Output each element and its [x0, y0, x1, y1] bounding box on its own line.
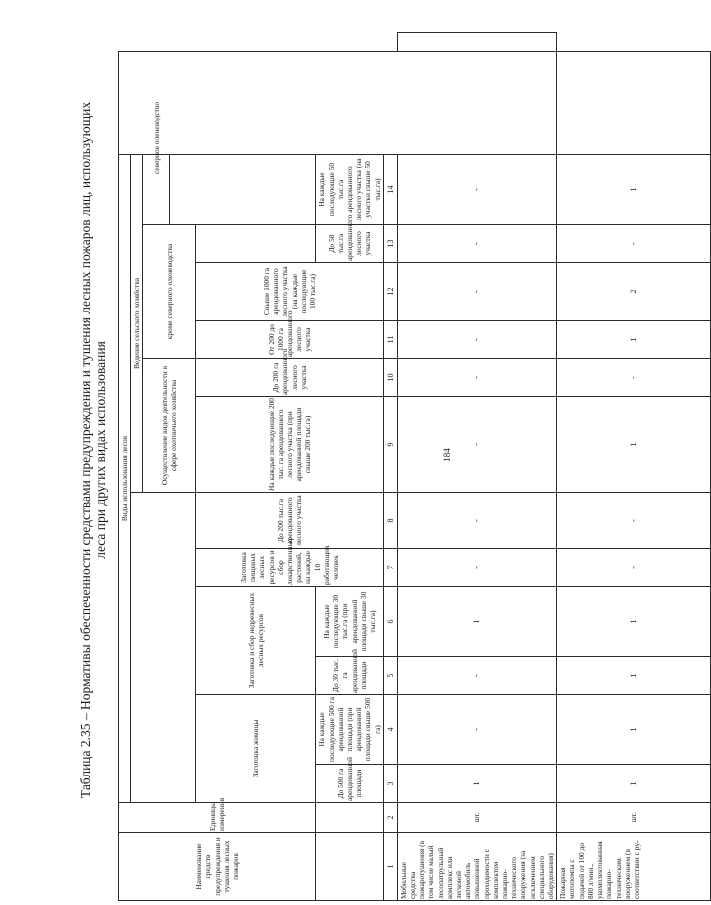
header-resin: Заготовка живицы — [196, 695, 316, 803]
cell: - — [397, 695, 556, 765]
header-food: Заготовка пищевых лесных ресурсов и сбор лекарственных растений, на каждые 10 работающих человек — [196, 549, 383, 587]
column-number: 14 — [383, 154, 397, 224]
blank-cell — [557, 51, 711, 154]
header-hunting-a: До 200 тыс.га арендованного лесного участка — [196, 493, 383, 549]
header-unit: Единицы измерения — [119, 803, 316, 833]
cell: 2 — [557, 263, 711, 321]
header-agri-b: От 200 до 1000 га арендованного лесного участка — [196, 321, 383, 359]
cell: - — [397, 549, 556, 587]
row-name: Мобильные средства пожаротушения (в том числе малый лесопатрульный комплекс или легковой автомобиль повышенной проходимости с комплектом пожарно-технического вооружения (за исключением специального оборудования) — [397, 833, 556, 901]
column-number: 9 — [383, 397, 397, 493]
column-number: 1 — [383, 833, 397, 901]
table-row — [397, 33, 556, 901]
column-number: 12 — [383, 263, 397, 321]
table-row — [557, 33, 711, 901]
header-name: Наименование средств предупреждения и тушения лесных пожаров — [119, 833, 316, 901]
page-number: 184 — [442, 448, 452, 462]
column-number: 3 — [383, 765, 397, 803]
header-nonwood-b: На каждые последующие 30 тыс.га (при арендованной площади свыше 30 тыс.га) — [316, 587, 383, 657]
cell: - — [397, 657, 556, 695]
cell: - — [557, 549, 711, 587]
column-number: 7 — [383, 549, 397, 587]
cell: - — [557, 359, 711, 397]
cell: 1 — [557, 397, 711, 493]
row-unit: шт. — [397, 803, 556, 833]
column-number: 4 — [383, 695, 397, 765]
row-name: Пожарная мотопомпа с подачей от 100 до 800 л/мин., укомплектованная пожарно-техническим вооружением (в соответствии с ру- — [557, 833, 711, 901]
cell: 1 — [397, 587, 556, 657]
header-agri-except: кроме северного оленеводства — [143, 225, 196, 359]
blank-cell — [397, 33, 556, 52]
row-unit: шт. — [557, 803, 711, 833]
header-nonwood: Заготовка и сбор недревесных лесных ресурсов — [196, 587, 316, 695]
cell: - — [397, 321, 556, 359]
cell: 1 — [557, 657, 711, 695]
header-agri-c: Свыше 1000 га арендованного лесного участка (на каждые последующие 100 тыс.га) — [196, 263, 383, 321]
cell: 1 — [557, 154, 711, 224]
cell: - — [397, 493, 556, 549]
column-number: 5 — [383, 657, 397, 695]
cell: - — [557, 493, 711, 549]
column-number: 6 — [383, 587, 397, 657]
cell: 1 — [557, 765, 711, 803]
cell: 1 — [557, 695, 711, 765]
column-number: 2 — [383, 803, 397, 833]
header-hunting: Осуществление видов деятельности в сфере охотничьего хозяйства — [143, 359, 196, 493]
header-resin-a: До 500 га арендованной площади — [316, 765, 383, 803]
column-number-row — [383, 33, 397, 901]
header-agriculture: Ведение сельского хозяйства — [131, 154, 143, 492]
cell: - — [397, 225, 556, 263]
cell: - — [397, 359, 556, 397]
column-number: 8 — [383, 493, 397, 549]
header-nonwood-a: До 30 тыс. га арендованной площади — [316, 657, 383, 695]
column-number: 13 — [383, 225, 397, 263]
cell: - — [397, 154, 556, 224]
norms-table — [118, 32, 711, 901]
cell: 1 — [557, 587, 711, 657]
header-types-of-use: Виды использования лесов — [119, 154, 131, 802]
cell: - — [397, 263, 556, 321]
cell: 1 — [397, 765, 556, 803]
table-title: Таблица 2.35 – Нормативы обеспеченности средствами предупреждения и тушения лесных пожаров лиц, использующих леса при других видах использования — [78, 101, 108, 799]
header-reindeer-spacer — [170, 51, 316, 224]
cell: 1 — [557, 321, 711, 359]
cell: - — [397, 397, 556, 493]
header-hunting-b: На каждые последующие 200 тыс. га арендованного лесного участка (при арендованной площади свыше 200 тыс.га) — [196, 397, 383, 493]
header-reindeer-b: На каждые последующие 50 тыс.га арендованного лесного участка (на участки свыше 50 тыс.га) — [316, 154, 383, 224]
cell: - — [557, 225, 711, 263]
header-agri-a: До 200 га арендованного лесного участка — [196, 359, 383, 397]
header-reindeer-a: До 50 тыс.га арендованного лесного участка — [316, 225, 383, 263]
column-number: 11 — [383, 321, 397, 359]
column-number: 10 — [383, 359, 397, 397]
header-spacer — [131, 493, 196, 803]
header-resin-b: На каждые последующие 500 га арендованной площади (при арендованной площади свыше 500 га) — [316, 695, 383, 765]
header-reindeer: северное оленеводство — [143, 51, 170, 224]
